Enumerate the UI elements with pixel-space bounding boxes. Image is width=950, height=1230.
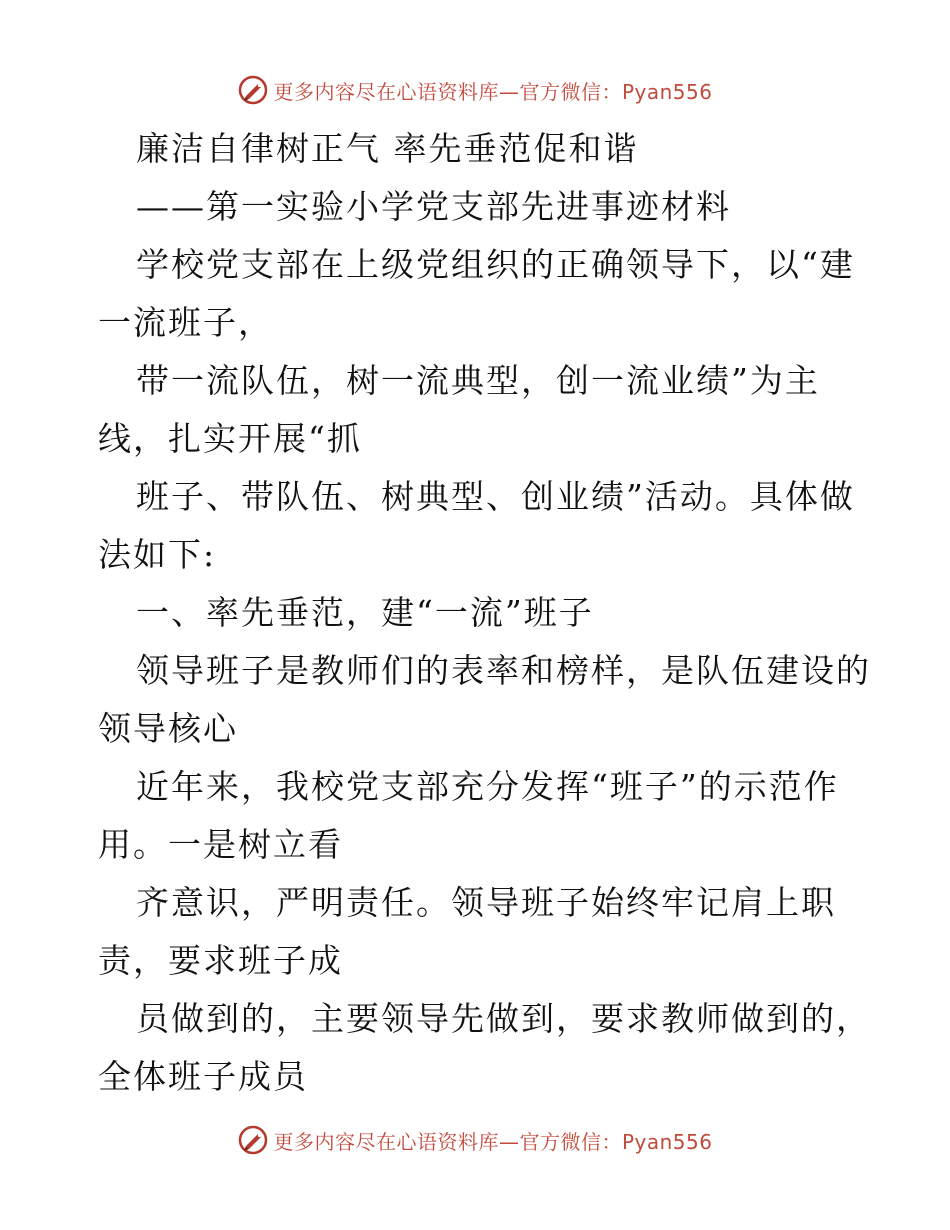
- watermark-text: 更多内容尽在心语资料库—官方微信：Pyan556: [273, 1129, 713, 1154]
- paragraph-line: 法如下:: [98, 535, 217, 574]
- document-body: [98, 120, 871, 1106]
- paragraph-line: 领导班子是教师们的表率和榜样，是队伍建设的: [136, 651, 871, 690]
- watermark-text: 更多内容尽在心语资料库—官方微信：Pyan556: [273, 79, 713, 104]
- paragraph-line: 线，扎实开展“抓: [98, 419, 362, 458]
- header-watermark: [0, 70, 950, 110]
- subtitle-line: ——第一实验小学党支部先进事迹材料: [136, 187, 731, 226]
- section-heading: 一、率先垂范，建“一流”班子: [136, 593, 594, 632]
- paragraph-line: 学校党支部在上级党组织的正确领导下，以“建: [136, 245, 855, 284]
- paragraph-line: 全体班子成员: [98, 1057, 308, 1096]
- paragraph-line: 带一流队伍，树一流典型，创一流业绩”为主: [136, 361, 820, 400]
- paragraph-line: 用。一是树立看: [98, 825, 343, 864]
- paragraph-line: 领导核心: [98, 709, 238, 748]
- paragraph-line: 近年来，我校党支部充分发挥“班子”的示范作: [136, 767, 839, 806]
- title-line: 廉洁自律树正气 率先垂范促和谐: [136, 129, 639, 168]
- footer-watermark: [0, 1120, 950, 1160]
- paragraph-line: 齐意识，严明责任。领导班子始终牢记肩上职: [136, 883, 836, 922]
- paragraph-line: 一流班子，: [98, 303, 273, 342]
- paragraph-line: 班子、带队伍、树典型、创业绩”活动。具体做: [136, 477, 855, 516]
- paragraph-line: 责，要求班子成: [98, 941, 343, 980]
- paragraph-line: 员做到的，主要领导先做到，要求教师做到的，: [136, 999, 871, 1038]
- pen-logo-icon: [237, 74, 269, 106]
- pen-logo-icon: [237, 1124, 269, 1156]
